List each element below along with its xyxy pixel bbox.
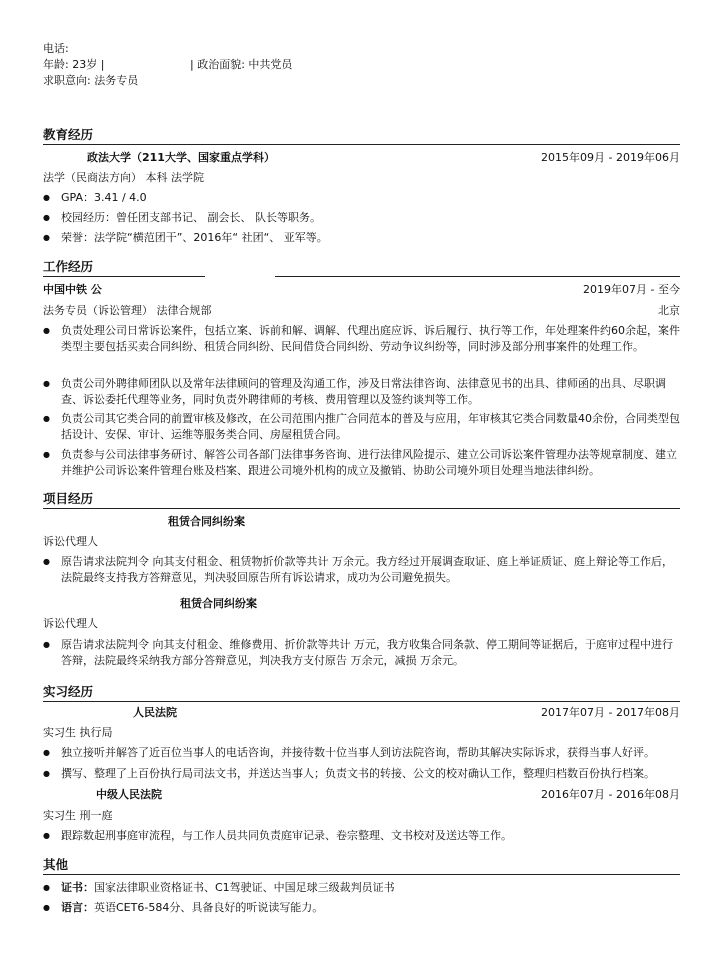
education-title: 教育经历 — [43, 127, 94, 142]
internship-date: 2016年07月 - 2016年08月 — [541, 788, 680, 801]
project-bullet-text: ● 原告请求法院判令 向其支付租金、租赁物折价款等共计 万余元。我方经过开展调查取证、庭上举证质证、庭上辩论等工作后，法院最终支持我方答辩意见，判决驳回原告所有诉讼请求，成功为公司避免损失。 — [61, 555, 673, 584]
work-bullet — [43, 376, 683, 408]
certificates-label: 证书： — [61, 881, 94, 894]
work-date: 2019年07月 - 至今 — [583, 283, 680, 296]
internship-bullet — [43, 828, 683, 844]
internship-bullet-text: ● 跟踪数起刑事庭审流程，与工作人员共同负责庭审记录、卷宗整理、文书校对及送达等工作。 — [61, 829, 512, 842]
certificates-row — [43, 880, 683, 896]
work-bullet-text: ● 负责公司其它类合同的前置审核及修改，在公司范围内推广合同范本的普及与应用，年审核其它类合同数量40余份，合同类型包括设计、安保、审计、运维等服务类合同、房屋租赁合同。 — [61, 412, 680, 441]
work-divider — [43, 276, 205, 277]
internship-date: 2017年07月 - 2017年08月 — [541, 706, 680, 719]
education-bullet — [43, 210, 683, 226]
work-bullet — [43, 323, 683, 355]
internship-bullet — [43, 745, 683, 761]
education-gpa: ● GPA：3.41 / 4.0 — [61, 191, 147, 204]
language-row — [43, 900, 683, 916]
internship-org: 中级人民法院 — [96, 788, 162, 801]
certificates-text: 国家法律职业资格证书、C1驾驶证、中国足球三级裁判员证书 — [94, 881, 395, 894]
project-bullet-text: ● 原告请求法院判令 向其支付租金、维修费用、折价款等共计 万元，我方收集合同条款、停工期间等证据后，于庭审过程中进行答辩，法院最终采纳我方部分答辩意见，判决我方支付原告 万余元，减损 万余元。 — [61, 638, 673, 667]
work-location: 北京 — [658, 304, 680, 317]
project-bullet — [43, 554, 683, 586]
education-school: 政法大学（211大学、国家重点学科） — [87, 151, 275, 164]
education-date: 2015年09月 - 2019年06月 — [541, 151, 680, 164]
other-divider — [43, 874, 680, 875]
project-name: 租赁合同纠纷案 — [168, 515, 245, 528]
internship-title: 实习经历 — [43, 684, 94, 699]
work-bullet — [43, 411, 683, 443]
education-divider — [43, 144, 680, 145]
project-role: 诉讼代理人 — [43, 535, 98, 548]
language-text: 英语CET6-584分、具备良好的听说读写能力。 — [94, 901, 324, 914]
internship-role: 实习生 执行局 — [43, 726, 113, 739]
internship-role: 实习生 刑一庭 — [43, 809, 113, 822]
other-title: 其他 — [43, 857, 69, 872]
work-divider — [275, 276, 680, 277]
internship-divider — [43, 701, 680, 702]
job-intent: 求职意向: 法务专员 — [43, 74, 139, 87]
project-bullet — [43, 637, 683, 669]
work-bullet — [43, 447, 683, 479]
education-campus: ● 校园经历：曾任团支部书记、 副会长、 队长等职务。 — [61, 211, 321, 224]
work-bullet-text: ● 负责参与公司法律事务研讨、解答公司各部门法律事务咨询、进行法律风险提示、建立公司诉讼案件管理办法等规章制度、建立并维护公司诉讼案件管理台账及档案、跟进公司境外机构的成立及撤销、协助公司境外项目处理当地法律纠纷。 — [61, 448, 677, 477]
work-role: 法务专员（诉讼管理） 法律合规部 — [43, 304, 212, 317]
internship-org: 人民法院 — [133, 706, 177, 719]
work-bullet-text: ● 负责公司外聘律师团队以及常年法律顾问的管理及沟通工作，涉及日常法律咨询、法律意见书的出具、律师函的出具、尽职调查、诉讼委托代理等业务，同时负责外聘律师的考核、费用管理以及签约谈判等工作。 — [61, 377, 666, 406]
work-title: 工作经历 — [43, 259, 94, 274]
education-bullet — [43, 190, 683, 206]
project-name: 租赁合同纠纷案 — [180, 597, 257, 610]
internship-bullet-text: ● 独立接听并解答了近百位当事人的电话咨询，并接待数十位当事人到访法院咨询，帮助其解决实际诉求，获得当事人好评。 — [61, 746, 655, 759]
projects-divider — [43, 508, 680, 509]
work-company: 中国中铁 公 — [43, 283, 102, 296]
work-bullet-text: ● 负责处理公司日常诉讼案件，包括立案、诉前和解、调解、代理出庭应诉、诉后履行、执行等工作，年处理案件约60余起，案件类型主要包括买卖合同纠纷、租赁合同纠纷、民间借贷合同纠纷、劳动争议纠纷等，同时涉及部分刑事案件的处理工作。 — [61, 324, 680, 353]
internship-bullet-text: ● 撰写、整理了上百份执行局司法文书，并送达当事人；负责文书的转接、公文的校对确认工作，整理归档数百份执行档案。 — [61, 767, 655, 780]
political-status: | 政治面貌: 中共党员 — [190, 58, 293, 71]
internship-bullet — [43, 766, 683, 782]
education-bullet — [43, 230, 683, 246]
phone-label: 电话: — [43, 42, 69, 55]
education-honors: ● 荣誉：法学院“横范团干”、2016年“ 社团“、 亚军等。 — [61, 231, 328, 244]
project-role: 诉讼代理人 — [43, 617, 98, 630]
education-major: 法学（民商法方向） 本科 法学院 — [43, 171, 204, 184]
projects-title: 项目经历 — [43, 491, 94, 506]
age-text: 年龄: 23岁 | — [43, 58, 105, 71]
language-label: 语言： — [61, 901, 94, 914]
